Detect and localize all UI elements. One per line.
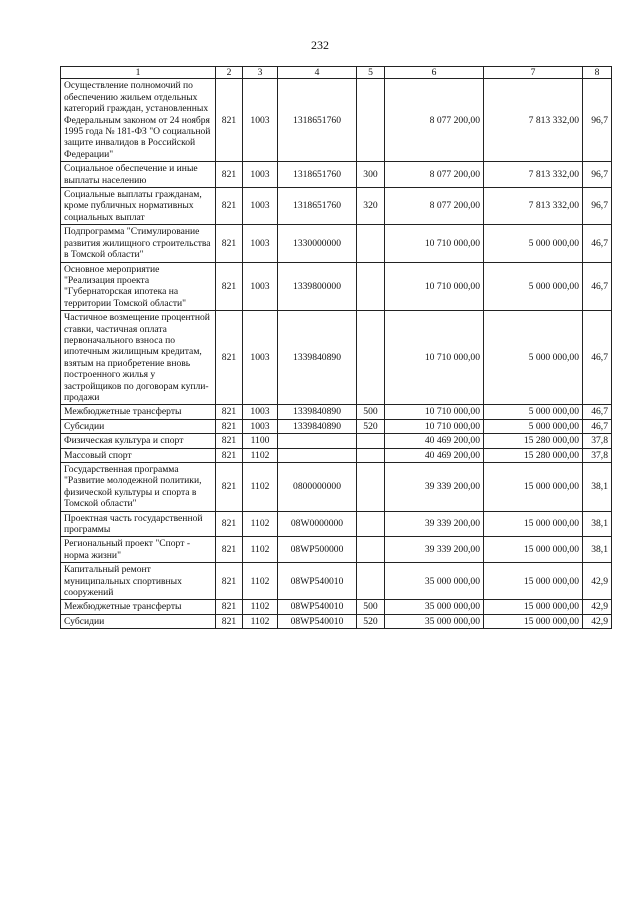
admin-code-cell: 821 bbox=[216, 225, 243, 262]
section-code-cell: 1003 bbox=[243, 262, 278, 311]
percent-cell: 37,8 bbox=[583, 434, 612, 448]
plan-amount-cell: 39 339 200,00 bbox=[385, 511, 484, 537]
admin-code-cell: 821 bbox=[216, 162, 243, 188]
admin-code-cell: 821 bbox=[216, 537, 243, 563]
target-code-cell: 1318651760 bbox=[278, 79, 357, 162]
target-code-cell: 1318651760 bbox=[278, 162, 357, 188]
plan-amount-cell: 40 469 200,00 bbox=[385, 434, 484, 448]
budget-table bbox=[60, 66, 612, 629]
target-code-cell: 1339840890 bbox=[278, 419, 357, 433]
expense-type-cell bbox=[357, 311, 385, 405]
row-name-cell: Проектная часть государственной программы bbox=[61, 511, 216, 537]
target-code-cell: 1339840890 bbox=[278, 405, 357, 419]
column-header: 6 bbox=[385, 67, 484, 79]
percent-cell: 42,9 bbox=[583, 600, 612, 614]
column-header: 2 bbox=[216, 67, 243, 79]
expense-type-cell: 520 bbox=[357, 419, 385, 433]
row-name-cell: Социальные выплаты гражданам, кроме публичных нормативных социальных выплат bbox=[61, 188, 216, 225]
section-code-cell: 1102 bbox=[243, 563, 278, 600]
section-code-cell: 1003 bbox=[243, 162, 278, 188]
target-code-cell: 1330000000 bbox=[278, 225, 357, 262]
admin-code-cell: 821 bbox=[216, 434, 243, 448]
table-row bbox=[61, 162, 612, 188]
plan-amount-cell: 10 710 000,00 bbox=[385, 225, 484, 262]
target-code-cell: 08W0000000 bbox=[278, 511, 357, 537]
row-name-cell: Межбюджетные трансферты bbox=[61, 600, 216, 614]
target-code-cell: 1318651760 bbox=[278, 188, 357, 225]
admin-code-cell: 821 bbox=[216, 311, 243, 405]
plan-amount-cell: 10 710 000,00 bbox=[385, 262, 484, 311]
target-code-cell: 08WP540010 bbox=[278, 614, 357, 628]
fact-amount-cell: 5 000 000,00 bbox=[484, 405, 583, 419]
fact-amount-cell: 15 000 000,00 bbox=[484, 463, 583, 512]
expense-type-cell bbox=[357, 511, 385, 537]
fact-amount-cell: 15 000 000,00 bbox=[484, 614, 583, 628]
admin-code-cell: 821 bbox=[216, 448, 243, 462]
plan-amount-cell: 40 469 200,00 bbox=[385, 448, 484, 462]
expense-type-cell: 500 bbox=[357, 600, 385, 614]
expense-type-cell bbox=[357, 262, 385, 311]
plan-amount-cell: 8 077 200,00 bbox=[385, 162, 484, 188]
table-row bbox=[61, 419, 612, 433]
table-row bbox=[61, 463, 612, 512]
column-header: 4 bbox=[278, 67, 357, 79]
fact-amount-cell: 15 000 000,00 bbox=[484, 511, 583, 537]
plan-amount-cell: 8 077 200,00 bbox=[385, 188, 484, 225]
fact-amount-cell: 7 813 332,00 bbox=[484, 162, 583, 188]
percent-cell: 42,9 bbox=[583, 614, 612, 628]
admin-code-cell: 821 bbox=[216, 419, 243, 433]
percent-cell: 46,7 bbox=[583, 225, 612, 262]
section-code-cell: 1003 bbox=[243, 405, 278, 419]
section-code-cell: 1102 bbox=[243, 614, 278, 628]
percent-cell: 46,7 bbox=[583, 311, 612, 405]
table-row bbox=[61, 511, 612, 537]
expense-type-cell bbox=[357, 563, 385, 600]
table-row bbox=[61, 434, 612, 448]
table-row bbox=[61, 405, 612, 419]
section-code-cell: 1003 bbox=[243, 79, 278, 162]
target-code-cell bbox=[278, 434, 357, 448]
fact-amount-cell: 5 000 000,00 bbox=[484, 419, 583, 433]
table-row bbox=[61, 537, 612, 563]
table-row bbox=[61, 225, 612, 262]
fact-amount-cell: 7 813 332,00 bbox=[484, 188, 583, 225]
row-name-cell: Субсидии bbox=[61, 419, 216, 433]
row-name-cell: Частичное возмещение процентной ставки, частичная оплата первоначального взноса по ипотечным жилищным кредитам, взятым на приобретение вновь построенного жилья у застройщиков по договорам купли-продажи bbox=[61, 311, 216, 405]
table-row bbox=[61, 448, 612, 462]
section-code-cell: 1102 bbox=[243, 463, 278, 512]
row-name-cell: Межбюджетные трансферты bbox=[61, 405, 216, 419]
expense-type-cell bbox=[357, 225, 385, 262]
plan-amount-cell: 35 000 000,00 bbox=[385, 563, 484, 600]
admin-code-cell: 821 bbox=[216, 511, 243, 537]
target-code-cell: 1339840890 bbox=[278, 311, 357, 405]
expense-type-cell bbox=[357, 463, 385, 512]
admin-code-cell: 821 bbox=[216, 463, 243, 512]
fact-amount-cell: 15 000 000,00 bbox=[484, 563, 583, 600]
expense-type-cell: 320 bbox=[357, 188, 385, 225]
page-number: 232 bbox=[311, 38, 329, 52]
target-code-cell: 0800000000 bbox=[278, 463, 357, 512]
row-name-cell: Осуществление полномочий по обеспечению жильем отдельных категорий граждан, установленных Федеральным законом от 24 ноября 1995 года № 181-ФЗ "О социальной защите инвалидов в Российской Федерации" bbox=[61, 79, 216, 162]
fact-amount-cell: 5 000 000,00 bbox=[484, 225, 583, 262]
admin-code-cell: 821 bbox=[216, 563, 243, 600]
section-code-cell: 1100 bbox=[243, 434, 278, 448]
column-header: 5 bbox=[357, 67, 385, 79]
percent-cell: 96,7 bbox=[583, 162, 612, 188]
table-row bbox=[61, 311, 612, 405]
table-row bbox=[61, 614, 612, 628]
table-row bbox=[61, 600, 612, 614]
fact-amount-cell: 5 000 000,00 bbox=[484, 311, 583, 405]
fact-amount-cell: 5 000 000,00 bbox=[484, 262, 583, 311]
section-code-cell: 1102 bbox=[243, 600, 278, 614]
target-code-cell bbox=[278, 448, 357, 462]
section-code-cell: 1102 bbox=[243, 537, 278, 563]
expense-type-cell: 520 bbox=[357, 614, 385, 628]
admin-code-cell: 821 bbox=[216, 405, 243, 419]
column-header: 7 bbox=[484, 67, 583, 79]
table-row bbox=[61, 563, 612, 600]
percent-cell: 96,7 bbox=[583, 79, 612, 162]
column-header: 1 bbox=[61, 67, 216, 79]
percent-cell: 46,7 bbox=[583, 262, 612, 311]
admin-code-cell: 821 bbox=[216, 262, 243, 311]
row-name-cell: Социальное обеспечение и иные выплаты населению bbox=[61, 162, 216, 188]
expense-type-cell bbox=[357, 79, 385, 162]
percent-cell: 38,1 bbox=[583, 463, 612, 512]
header-row bbox=[61, 67, 612, 79]
expense-type-cell bbox=[357, 537, 385, 563]
fact-amount-cell: 7 813 332,00 bbox=[484, 79, 583, 162]
section-code-cell: 1102 bbox=[243, 511, 278, 537]
admin-code-cell: 821 bbox=[216, 188, 243, 225]
table-row bbox=[61, 79, 612, 162]
row-name-cell: Региональный проект "Спорт - норма жизни" bbox=[61, 537, 216, 563]
percent-cell: 38,1 bbox=[583, 537, 612, 563]
fact-amount-cell: 15 000 000,00 bbox=[484, 537, 583, 563]
expense-type-cell: 500 bbox=[357, 405, 385, 419]
plan-amount-cell: 10 710 000,00 bbox=[385, 405, 484, 419]
expense-type-cell bbox=[357, 434, 385, 448]
plan-amount-cell: 35 000 000,00 bbox=[385, 600, 484, 614]
fact-amount-cell: 15 280 000,00 bbox=[484, 434, 583, 448]
section-code-cell: 1003 bbox=[243, 188, 278, 225]
row-name-cell: Подпрограмма "Стимулирование развития жилищного строительства в Томской области" bbox=[61, 225, 216, 262]
fact-amount-cell: 15 280 000,00 bbox=[484, 448, 583, 462]
row-name-cell: Физическая культура и спорт bbox=[61, 434, 216, 448]
admin-code-cell: 821 bbox=[216, 79, 243, 162]
column-header: 3 bbox=[243, 67, 278, 79]
plan-amount-cell: 10 710 000,00 bbox=[385, 419, 484, 433]
expense-type-cell bbox=[357, 448, 385, 462]
fact-amount-cell: 15 000 000,00 bbox=[484, 600, 583, 614]
row-name-cell: Государственная программа "Развитие молодежной политики, физической культуры и спорта в Томской области" bbox=[61, 463, 216, 512]
percent-cell: 42,9 bbox=[583, 563, 612, 600]
percent-cell: 38,1 bbox=[583, 511, 612, 537]
table-row bbox=[61, 188, 612, 225]
plan-amount-cell: 35 000 000,00 bbox=[385, 614, 484, 628]
expense-type-cell: 300 bbox=[357, 162, 385, 188]
plan-amount-cell: 10 710 000,00 bbox=[385, 311, 484, 405]
percent-cell: 96,7 bbox=[583, 188, 612, 225]
target-code-cell: 1339800000 bbox=[278, 262, 357, 311]
target-code-cell: 08WP540010 bbox=[278, 563, 357, 600]
column-header: 8 bbox=[583, 67, 612, 79]
admin-code-cell: 821 bbox=[216, 600, 243, 614]
plan-amount-cell: 8 077 200,00 bbox=[385, 79, 484, 162]
percent-cell: 37,8 bbox=[583, 448, 612, 462]
percent-cell: 46,7 bbox=[583, 419, 612, 433]
row-name-cell: Основное мероприятие "Реализация проекта "Губернаторская ипотека на территории Томской области" bbox=[61, 262, 216, 311]
section-code-cell: 1003 bbox=[243, 419, 278, 433]
plan-amount-cell: 39 339 200,00 bbox=[385, 537, 484, 563]
target-code-cell: 08WP500000 bbox=[278, 537, 357, 563]
row-name-cell: Капитальный ремонт муниципальных спортивных сооружений bbox=[61, 563, 216, 600]
table-row bbox=[61, 262, 612, 311]
plan-amount-cell: 39 339 200,00 bbox=[385, 463, 484, 512]
section-code-cell: 1102 bbox=[243, 448, 278, 462]
row-name-cell: Массовый спорт bbox=[61, 448, 216, 462]
admin-code-cell: 821 bbox=[216, 614, 243, 628]
section-code-cell: 1003 bbox=[243, 225, 278, 262]
percent-cell: 46,7 bbox=[583, 405, 612, 419]
row-name-cell: Субсидии bbox=[61, 614, 216, 628]
target-code-cell: 08WP540010 bbox=[278, 600, 357, 614]
section-code-cell: 1003 bbox=[243, 311, 278, 405]
